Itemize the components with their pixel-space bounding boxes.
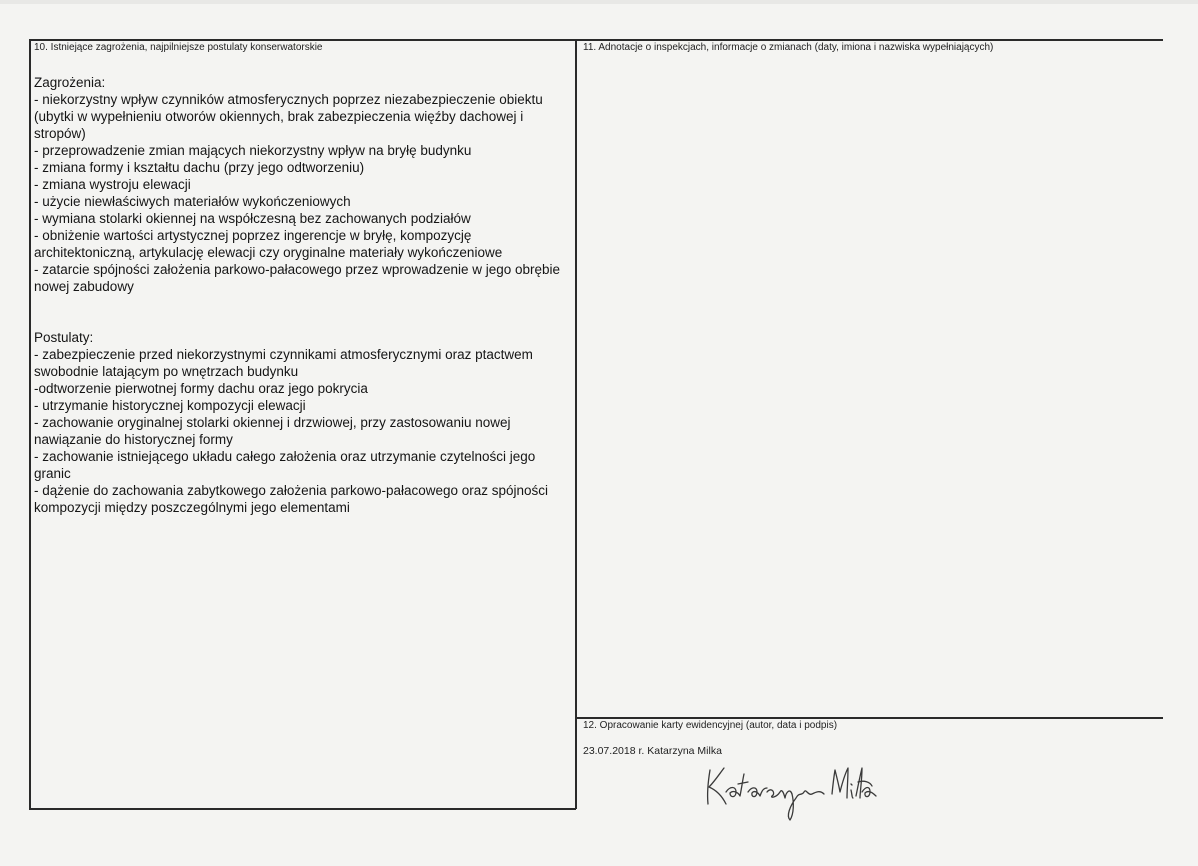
threat-item: - zatarcie spójności założenia parkowo-pałacowego przez wprowadzenie w jego obrębie nowej zabudowy bbox=[34, 262, 561, 294]
postulate-item: - zachowanie oryginalnej stolarki okiennej i drzwiowej, przy zastosowaniu nowej nawiązanie do historycznej formy bbox=[34, 415, 511, 447]
postulate-item: - zachowanie istniejącego układu całego założenia oraz utrzymanie czytelności jego granic bbox=[34, 449, 536, 481]
postulates-heading: Postulaty: bbox=[34, 330, 94, 345]
postulate-item: - zabezpieczenie przed niekorzystnymi czynnikami atmosferycznymi oraz ptactwem swobodnie latającym po wnętrzach budynku bbox=[34, 347, 533, 379]
author-date-line: 23.07.2018 r. Katarzyna Milka bbox=[583, 745, 722, 757]
section10-header: 10. Istniejące zagrożenia, najpilniejsze postulaty konserwatorskie bbox=[34, 42, 323, 53]
top-rule bbox=[29, 39, 1163, 41]
section11-header: 11. Adnotacje o inspekcjach, informacje o zmianach (daty, imiona i nazwiska wypełniających) bbox=[583, 42, 994, 53]
scan-edge bbox=[0, 0, 1198, 4]
section10-body bbox=[34, 74, 569, 516]
threat-item: - wymiana stolarki okiennej na współczesną bez zachowanych podziałów bbox=[34, 211, 471, 226]
threats-heading: Zagrożenia: bbox=[34, 75, 106, 90]
postulate-item: - utrzymanie historycznej kompozycji elewacji bbox=[34, 398, 306, 413]
handwritten-signature bbox=[702, 752, 877, 824]
postulate-item: - dążenie do zachowania zabytkowego założenia parkowo-pałacowego oraz spójności kompozycji między poszczególnymi jego elementami bbox=[34, 483, 549, 515]
threat-item: - zmiana wystroju elewacji bbox=[34, 177, 191, 192]
threat-item: - obniżenie wartości artystycznej poprzez ingerencje w bryłę, kompozycję architektoniczną, artykulację elewacji czy oryginalne materiały wykończeniowe bbox=[34, 228, 503, 260]
postulate-item: -odtworzenie pierwotnej formy dachu oraz jego pokrycia bbox=[34, 381, 368, 396]
threat-item: - zmiana formy i kształtu dachu (przy jego odtworzeniu) bbox=[34, 160, 365, 175]
threat-item: - przeprowadzenie zmian mających niekorzystny wpływ na bryłę budynku bbox=[34, 143, 472, 158]
section12-header: 12. Opracowanie karty ewidencyjnej (autor, data i podpis) bbox=[583, 720, 838, 731]
left-column-bottom-border bbox=[29, 808, 576, 810]
threat-item: - użycie niewłaściwych materiałów wykończeniowych bbox=[34, 194, 351, 209]
left-column-left-border bbox=[29, 39, 31, 809]
section12-top-rule bbox=[575, 717, 1163, 719]
threat-item: - niekorzystny wpływ czynników atmosferycznych poprzez niezabezpieczenie obiektu (ubytki w wypełnieniu otworów okiennych, brak zabezpieczenia więźby dachowej i stropów) bbox=[34, 92, 543, 141]
column-divider bbox=[575, 39, 577, 809]
